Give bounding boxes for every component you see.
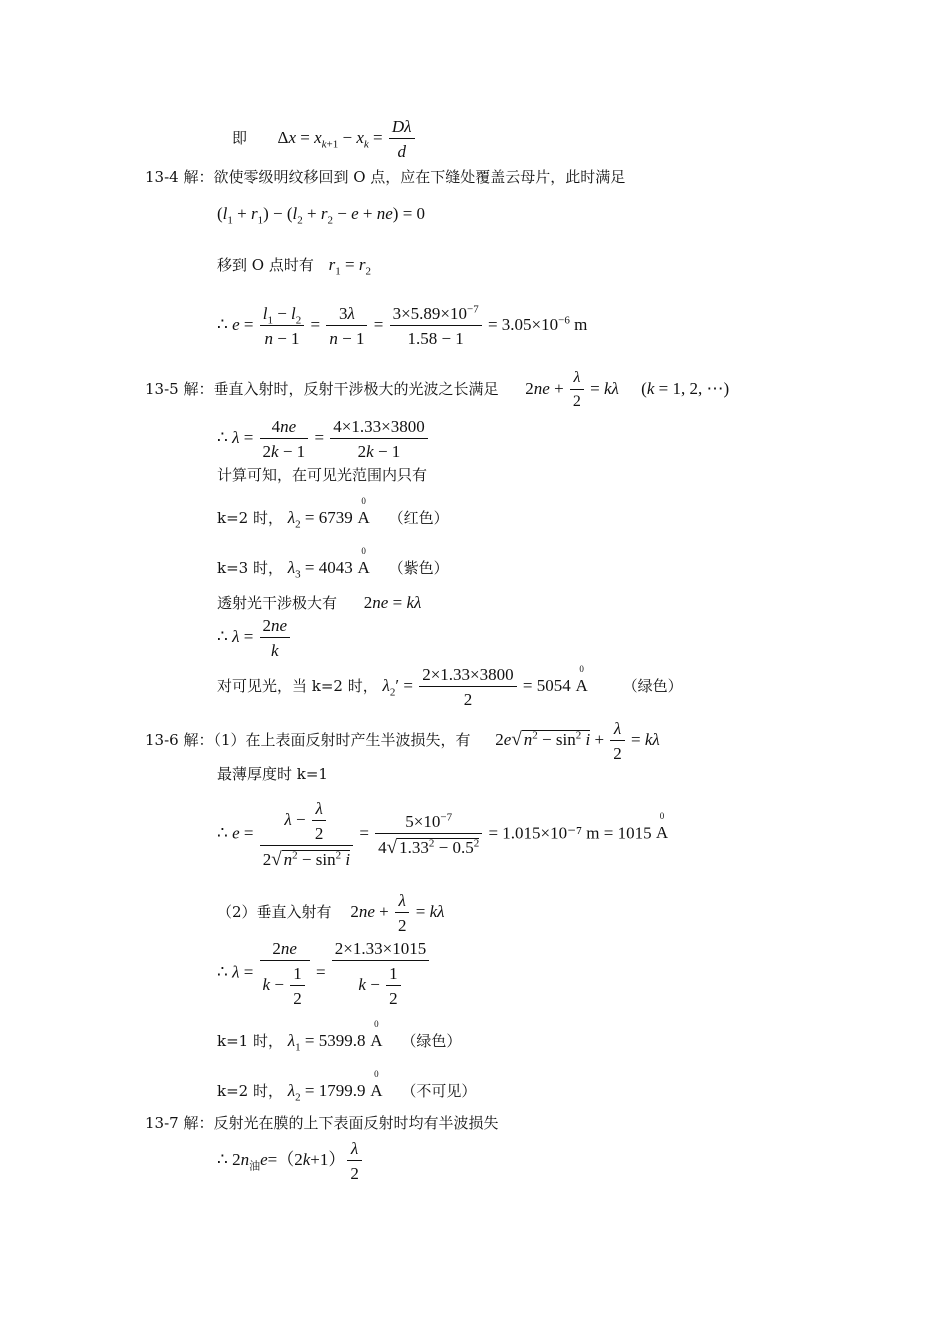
value: = 6739 bbox=[304, 508, 353, 527]
eq-move-o: 移到 O 点时有 $r_1 = r_2$ bbox=[217, 255, 371, 278]
problem-13-7-heading bbox=[145, 1116, 498, 1131]
color-note: （红色） bbox=[388, 509, 449, 527]
k-label: k=1 时， bbox=[217, 1032, 283, 1050]
eq-k1-green: k=1 时， $\lambda_1 = 5399.8$ 0 A （绿色） bbox=[217, 1019, 462, 1054]
value: = 4043 bbox=[304, 558, 353, 577]
min-thickness-text: 最薄厚度时 k=1 bbox=[217, 765, 328, 783]
color-note: （绿色） bbox=[401, 1032, 462, 1050]
eq-k2-invisible: k=2 时， $\lambda_2 = 1799.9$ 0 A （不可见） bbox=[217, 1069, 477, 1104]
problem-label: 13-5 解： bbox=[145, 379, 214, 398]
problem-13-6-heading: 13-6 解：（1）在上表面反射时产生半波损失，有 2e√ $n^2 - \sin^2 i$ + $\frac{\lambda}{2}$ = kλ bbox=[145, 719, 660, 763]
eq-oil-film: ∴ $2n_油e=(2k+1)$ $\frac{\lambda}{2}$ bbox=[217, 1140, 364, 1182]
value: = 1799.9 bbox=[304, 1081, 366, 1100]
k-label: k=2 时， bbox=[217, 1082, 283, 1100]
prefix-ji: 即 bbox=[232, 128, 248, 147]
eq-normal-incidence: （2）垂直入射有 2ne + $\frac{\lambda}{2}$ = kλ bbox=[217, 891, 445, 935]
eq-delta-x: 即 $\Delta x = x_{k+1} - x_k$ = $\frac{D\lambda}{d}$ bbox=[232, 118, 417, 160]
problem-text: 垂直入射时，反射干涉极大的光波之长满足 bbox=[213, 379, 499, 398]
eq-transmit: 透射光干涉极大有 2ne = kλ bbox=[217, 593, 422, 612]
eq-k3-violet: k=3 时， $\lambda_3 = 4043$ 0 A （紫色） bbox=[217, 546, 449, 581]
problem-label: 13-7 解： bbox=[145, 1114, 214, 1132]
color-note: （紫色） bbox=[388, 559, 449, 577]
eq-visible-green: 对可见光，当 k=2 时， $\lambda_2'$ = $\frac{2\times 1.33\times 3800}{2}$ = 5054 0 A （绿色） bbox=[217, 663, 683, 709]
color-note: （绿色） bbox=[622, 676, 683, 695]
k-label: k=3 时， bbox=[217, 559, 283, 577]
value: = 1.015×10⁻⁷ m = 1015 bbox=[488, 823, 652, 843]
k-label: k=2 时， bbox=[217, 509, 283, 527]
eq-lambda-transmit: ∴ λ = $\frac{2ne}{k}$ bbox=[217, 617, 292, 659]
problem-text: 反射光在膜的上下表面反射时均有半波损失 bbox=[213, 1114, 499, 1132]
eq-thickness-e: ∴ e = $\frac{l_1 - l_2}{n - 1}$ = $\frac{3\lambda}{n - 1}$ = $\frac{3\times 5.89\times 10^{-7}}{1.58 - 1}$ = $3.05\times 10^{-6}$ m bbox=[217, 303, 588, 348]
problem-label: 13-6 解： bbox=[145, 730, 214, 749]
trans-text: 透射光干涉极大有 bbox=[217, 594, 338, 612]
eq-lambda-13-6: ∴ λ = 2ne k − $\frac{1}{2}$ = 2×1.33×1015 k − $\frac{1}{2}$ bbox=[217, 940, 431, 1007]
move-text: 移到 O 点时有 bbox=[217, 256, 314, 274]
problem-label: 13-4 解： bbox=[145, 168, 214, 186]
part2-text: （2）垂直入射有 bbox=[217, 902, 332, 921]
vis-text: 对可见光，当 k=2 时， bbox=[217, 676, 378, 695]
eq-k2-red: k=2 时， $\lambda_2 = 6739$ 0 A （红色） bbox=[217, 496, 449, 531]
problem-text: 欲使零级明纹移回到 O 点，应在下缝处覆盖云母片，此时满足 bbox=[213, 168, 626, 186]
value: = 5054 bbox=[522, 675, 571, 695]
problem-text: （1）在上表面反射时产生半波损失，有 bbox=[213, 730, 471, 749]
eq-thickness-min: ∴ e = λ − $\frac{\lambda}{2}$ 2√ $n^2 - \sin^2 i$ = $\frac{5\times 10^{-7}}{4√ 1.33^2 - 0.5^2}$ = 1.015×10⁻⁷ m = 1015 0 A bbox=[217, 799, 669, 870]
problem-13-5-heading: 13-5 解：垂直入射时，反射干涉极大的光波之长满足 2ne + $\frac{\lambda}{2}$ = kλ (k = 1, 2, ⋯) bbox=[145, 369, 730, 410]
eq-lambda-reflect: ∴ λ = $\frac{4ne}{2k - 1}$ = $\frac{4\times 1.33\times 3800}{2k - 1}$ bbox=[217, 418, 430, 460]
color-note: （不可见） bbox=[401, 1082, 477, 1100]
calc-text: 计算可知，在可见光范围内只有 bbox=[217, 466, 428, 484]
problem-13-4-heading bbox=[145, 170, 625, 185]
value: = 5399.8 bbox=[304, 1031, 366, 1050]
eq-path-diff: $(l_1 + r_1) - (l_2 + r_2 - e + ne) = 0$ bbox=[217, 204, 426, 227]
